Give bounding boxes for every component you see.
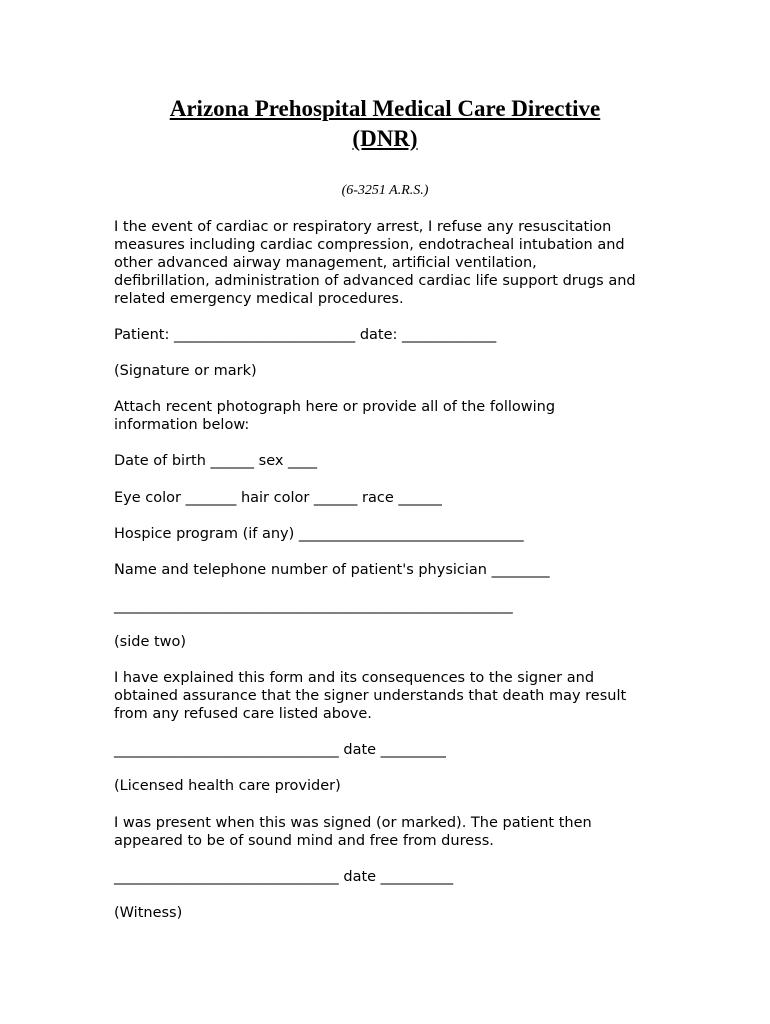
- witness-caption: (Witness): [114, 905, 183, 921]
- document-title-line-2: (DNR): [352, 126, 418, 151]
- provider-caption: (Licensed health care provider): [114, 778, 341, 794]
- intro-line-4: defibrillation, administration of advanced cardiac life support drugs and: [114, 273, 636, 289]
- document-title-line-1: Arizona Prehospital Medical Care Directive: [169, 96, 601, 121]
- intro-line-1: I the event of cardiac or respiratory arrest, I refuse any resuscitation: [114, 219, 612, 235]
- patient-signature-line[interactable]: Patient: _________________________ date: _____________: [114, 327, 497, 343]
- explained-line-2: obtained assurance that the signer understands that death may result: [114, 688, 627, 704]
- explained-line-3: from any refused care listed above.: [114, 706, 372, 722]
- statute-reference: (6-3251 A.R.S.): [341, 183, 429, 198]
- provider-signature-line[interactable]: _______________________________ date _________: [114, 742, 446, 758]
- witness-statement-line-2: appeared to be of sound mind and free from duress.: [114, 833, 494, 849]
- date-of-birth-sex-field[interactable]: Date of birth ______ sex ____: [114, 453, 318, 469]
- physician-field[interactable]: Name and telephone number of patient's physician ________: [114, 562, 550, 578]
- eye-hair-race-field[interactable]: Eye color _______ hair color ______ race ______: [114, 490, 442, 506]
- side-two-label: (side two): [114, 634, 187, 650]
- intro-line-3: other advanced airway management, artificial ventilation,: [114, 255, 537, 271]
- photo-instruction-line-2: information below:: [114, 417, 250, 433]
- explained-line-1: I have explained this form and its consequences to the signer and: [114, 670, 595, 686]
- physician-continuation-line[interactable]: _______________________________________________________: [114, 598, 513, 614]
- photo-instruction-line-1: Attach recent photograph here or provide all of the following: [114, 399, 556, 415]
- witness-statement-line-1: I was present when this was signed (or marked). The patient then: [114, 815, 592, 831]
- witness-signature-line[interactable]: _______________________________ date __________: [114, 869, 454, 885]
- intro-line-5: related emergency medical procedures.: [114, 291, 404, 307]
- hospice-program-field[interactable]: Hospice program (if any) _______________________________: [114, 526, 524, 542]
- intro-line-2: measures including cardiac compression, endotracheal intubation and: [114, 237, 625, 253]
- signature-caption: (Signature or mark): [114, 363, 257, 379]
